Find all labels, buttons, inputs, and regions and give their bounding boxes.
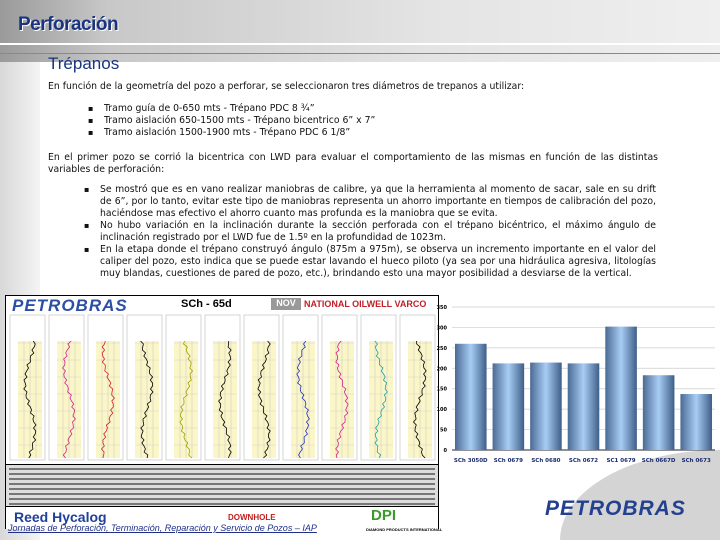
section-title: Trépanos — [48, 54, 120, 73]
dpi-subtitle: DIAMOND PRODUCTS INTERNATIONAL — [366, 527, 443, 532]
x-tick-label: SC1 0679 — [606, 458, 636, 464]
list-item: ▪ Tramo aislación 1500-1900 mts - Trépano PDC 6 1/8” — [88, 127, 488, 139]
list-item: ▪ Tramo aislación 650-1500 mts - Trépano bicentrico 6” x 7” — [88, 115, 488, 127]
nov-logo: NOV — [271, 298, 301, 310]
bar — [605, 327, 637, 450]
bar — [455, 344, 487, 450]
page-title: Perforación — [18, 14, 119, 35]
x-tick-label: SCh 0679 — [493, 458, 523, 464]
y-tick-label: 0 — [443, 448, 447, 454]
x-tick-label: SCh 0680 — [531, 458, 561, 464]
reed-hycalog-logo: Reed Hycalog — [14, 509, 107, 525]
y-tick-label: 250 — [436, 345, 447, 352]
downhole-logo: DOWNHOLE — [228, 513, 276, 522]
petrobras-logo: PETROBRAS — [12, 296, 128, 315]
list-item: ▪ No hubo variación en la inclinación durante la sección perforada con el trépano bicéntrico, el máximo ángulo de inclinación registrado por el LWD fue de 1.5º en la profundidad de 1023m. — [84, 220, 656, 244]
y-tick-label: 200 — [436, 366, 447, 373]
y-tick-label: 300 — [436, 325, 447, 332]
comments-box — [6, 464, 438, 507]
intro-text: En función de la geometría del pozo a perforar, se seleccionaron tres diámetros de trepanos a utilizar: — [48, 81, 525, 92]
x-tick-label: SCh 0672 — [568, 458, 599, 464]
bar — [643, 375, 675, 450]
bar — [680, 394, 712, 450]
log-header — [6, 296, 438, 313]
list-item: ▪ Se mostró que es en vano realizar maniobras de calibre, ya que la herramienta al momento de sacar, sale en su drift de 6”, por lo tanto, evitar este tipo de maniobras representa un ahorro importante en tiempos de calibración del pozo, haciéndose mas efectivo el ahorro cuanto mas profunda es la maniobra que se evita. — [84, 184, 656, 220]
bar — [568, 363, 600, 450]
y-tick-label: 150 — [436, 386, 447, 393]
event-footer: Jornadas de Perforación, Terminación, Reparación y Servicio de Pozos – IAP — [8, 523, 317, 533]
findings-list — [84, 184, 656, 280]
divider — [0, 43, 720, 45]
partner-name: NATIONAL OILWELL VARCO — [304, 299, 427, 309]
petrobras-footer-logo: PETROBRAS — [545, 497, 686, 520]
bar — [530, 363, 562, 450]
well-name: SCh - 65d — [181, 298, 232, 310]
list-item: ▪ Tramo guía de 0-650 mts - Trépano PDC 8 ¾” — [88, 103, 488, 115]
list-item: ▪ En la etapa donde el trépano construyó ángulo (875m a 975m), se observa un incremento importante en el valor del caliper del pozo, esto indica que se puede estar lavando el hueco piloto (ya sea por una hidráulica agresiva, litologías muy blandas, cuestiones de pared de pozo, etc.), brindando esto una mayor posibilidad a desviarse de la vertical. — [84, 244, 656, 280]
dpi-logo: DPI — [371, 507, 397, 524]
y-tick-label: 350 — [436, 305, 447, 311]
bar-chart — [430, 295, 720, 470]
x-tick-label: SCh 0667D — [641, 458, 676, 464]
y-tick-label: 100 — [436, 407, 447, 414]
log-tracks — [6, 313, 438, 463]
y-tick-label: 50 — [440, 427, 447, 434]
bit-list — [88, 103, 488, 139]
paragraph: En el primer pozo se corrió la bicentrica con LWD para evaluar el comportamiento de las mismas en función de las distintas variables de perforación: — [48, 152, 658, 175]
x-tick-label: SCh 3050D — [453, 458, 488, 464]
x-tick-label: SCh 0673 — [681, 458, 711, 464]
bar — [493, 363, 525, 450]
